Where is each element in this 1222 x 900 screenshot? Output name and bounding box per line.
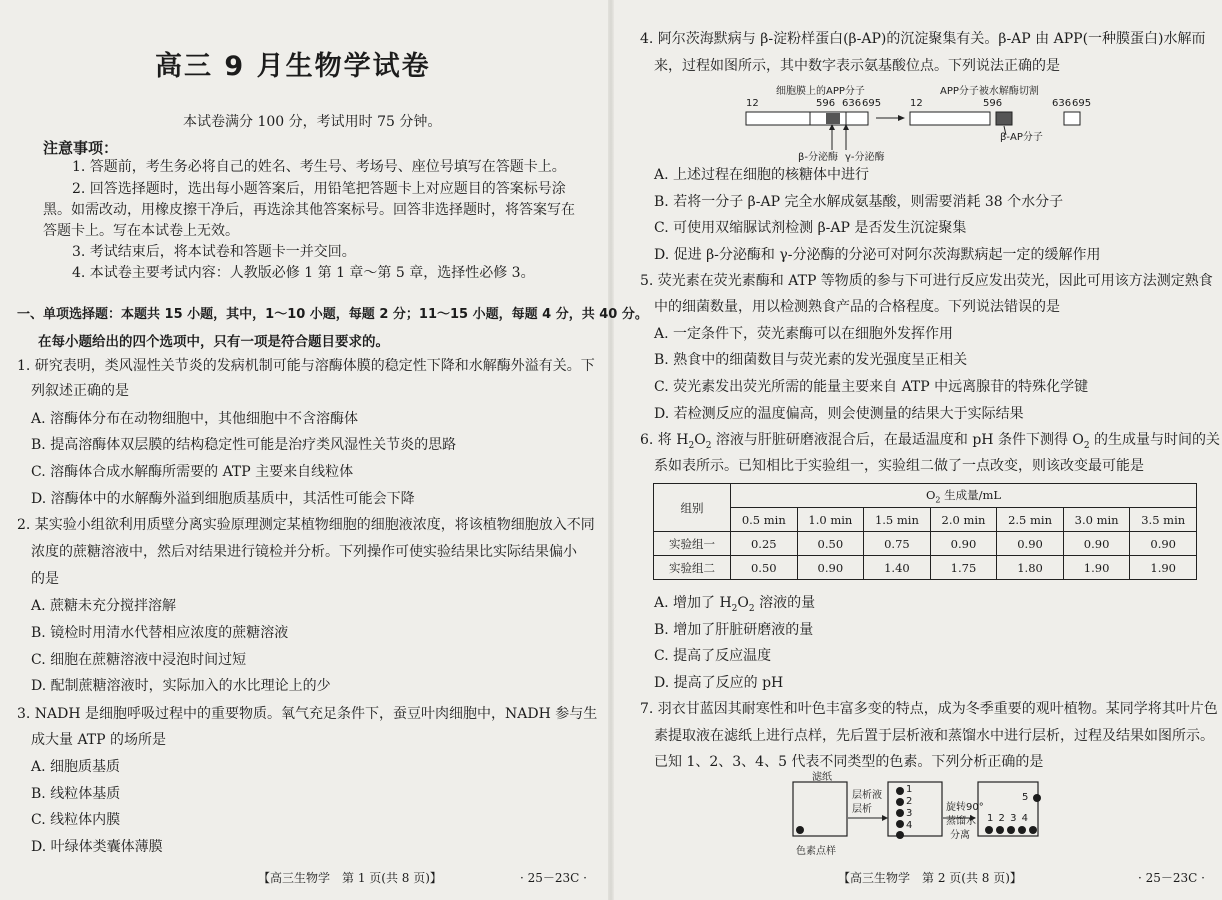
- arrow-head: [882, 815, 888, 821]
- pigment-number: 2: [906, 796, 913, 807]
- step2-label: 蒸馏水: [946, 816, 976, 827]
- table-cell: 0.90: [1130, 532, 1197, 556]
- table-cell: 0.25: [731, 532, 798, 556]
- notice-line: 1. 答题前，考生务必将自己的姓名、考生号、考场号、座位号填写在答题卡上。: [72, 159, 566, 175]
- q6-stem: 系如表所示。已知相比于实验组一，实验组二做了一点改变，则该改变最可能是: [654, 458, 1144, 474]
- table-row: [654, 484, 1197, 508]
- q4-option-c: C. 可使用双缩脲试剂检测 β-AP 是否发生沉淀聚集: [654, 220, 967, 236]
- table-cell: 0.50: [731, 556, 798, 580]
- q7-stem: 素提取液在滤纸上进行点样，先后置于层析液和蒸馏水中进行层析，过程及结果如图所示。: [654, 728, 1214, 744]
- c-fragment: [1064, 112, 1080, 125]
- chromatography-shapes: [790, 780, 1070, 840]
- beta-ap-region: [826, 113, 840, 124]
- site-number: 636: [1052, 98, 1072, 109]
- app-segment: [846, 112, 868, 125]
- q5-stem: 5. 荧光素在荧光素酶和 ATP 等物质的参与下可进行反应发出荧光，因此可用该方法测定熟食: [640, 273, 1213, 289]
- table-row: [654, 556, 1197, 580]
- pigment-dot: [896, 798, 904, 806]
- pigment-dot: [1029, 826, 1037, 834]
- q2-stem: 浓度的蔗糖溶液中，然后对结果进行镜检并分析。下列操作可使实验结果比实际结果偏小: [31, 544, 577, 560]
- filter-paper-label: 滤纸: [812, 772, 832, 783]
- app-diagram-shapes: [740, 108, 1110, 153]
- q5-stem: 中的细菌数量，用以检测熟食产品的合格程度。下列说法错误的是: [654, 299, 1060, 315]
- site-number: 596: [983, 98, 1003, 109]
- sample-label: 色素点样: [796, 846, 836, 857]
- step1-label: 层析液: [852, 790, 882, 801]
- time-header: 1.5 min: [864, 508, 931, 532]
- q6-option-b: B. 增加了肝脏研磨液的量: [654, 622, 814, 638]
- q4-option-a: A. 上述过程在细胞的核糖体中进行: [654, 167, 870, 183]
- pigment-dot: [896, 809, 904, 817]
- pigment-dot: [985, 826, 993, 834]
- q2-option-c: C. 细胞在蔗糖溶液中浸泡时间过短: [31, 652, 247, 668]
- app-segment: [746, 112, 810, 125]
- table-row: [654, 532, 1197, 556]
- q6-option-a: A. 增加了 $H_2O_2$ 溶液的量: [654, 595, 816, 614]
- q5-option-b: B. 熟食中的细菌数目与荧光素的发光强度呈正相关: [654, 352, 968, 368]
- time-header: 2.5 min: [997, 508, 1064, 532]
- pigment-dot: [896, 820, 904, 828]
- exam-title: 高三 9 月生物学试卷: [155, 51, 431, 82]
- q1-option-a: A. 溶酶体分布在动物细胞中，其他细胞中不含溶酶体: [31, 411, 359, 427]
- table-cell: 0.90: [930, 532, 997, 556]
- q3-option-d: D. 叶绿体类囊体薄膜: [31, 839, 163, 855]
- diagram-label-right: APP分子被水解酶切割: [940, 86, 1039, 97]
- q4-stem: 4. 阿尔茨海默病与 β-淀粉样蛋白(β-AP)的沉淀聚集有关。β-AP 由 APP(一种膜蛋白)水解而: [640, 31, 1206, 47]
- page-footer-code: · 25－23C ·: [520, 871, 587, 885]
- page-fold: [608, 0, 614, 900]
- diagram-label-left: 细胞膜上的APP分子: [776, 86, 865, 97]
- q1-option-d: D. 溶酶体中的水解酶外溢到细胞质基质中，其活性可能会下降: [31, 491, 415, 507]
- section-heading: 一、单项选择题：本题共 15 小题，其中，1～10 小题，每题 2 分；11～15 小题，每题 4 分，共 40 分。: [17, 307, 648, 322]
- row-label: 实验组二: [654, 556, 731, 580]
- table-cell: 1.90: [1130, 556, 1197, 580]
- pigment-number: 3: [906, 808, 913, 819]
- site-number: 596: [816, 98, 836, 109]
- q1-option-c: C. 溶酶体合成水解酶所需要的 ATP 主要来自线粒体: [31, 464, 354, 480]
- beta-ap-fragment: [996, 112, 1012, 125]
- table-header: $O_2$ 生成量/mL: [731, 484, 1197, 508]
- q5-option-c: C. 荧光素发出荧光所需的能量主要来自 ATP 中远离腺苷的特殊化学键: [654, 379, 1089, 395]
- q3-stem: 3. NADH 是细胞呼吸过程中的重要物质。氧气充足条件下，蚕豆叶肉细胞中，NADH 参与生: [17, 706, 598, 722]
- page-footer: 【高三生物学 第 2 页(共 8 页)】: [838, 871, 1022, 885]
- step2-label: 旋转90°: [946, 802, 984, 813]
- q7-stem: 已知 1、2、3、4、5 代表不同类型的色素。下列分析正确的是: [654, 754, 1044, 770]
- table-cell: 0.90: [797, 556, 864, 580]
- table-cell: 1.90: [1063, 556, 1130, 580]
- pigment-5-label: 5: [1022, 792, 1029, 803]
- pigment-dot: [896, 787, 904, 795]
- table-cell: 1.75: [930, 556, 997, 580]
- step2-label: 分离: [950, 830, 970, 841]
- notice-line: 答题卡上。写在本试卷上无效。: [43, 223, 239, 239]
- pigment-dot: [1018, 826, 1026, 834]
- q3-option-c: C. 线粒体内膜: [31, 812, 121, 828]
- time-header: 2.0 min: [930, 508, 997, 532]
- q1-option-b: B. 提高溶酶体双层膜的结构稳定性可能是治疗类风湿性关节炎的思路: [31, 437, 457, 453]
- notice-line: 3. 考试结束后，将本试卷和答题卡一并交回。: [72, 244, 356, 260]
- table-cell: 0.90: [997, 532, 1064, 556]
- pigment-dot: [1007, 826, 1015, 834]
- pigment-dot: [996, 826, 1004, 834]
- site-number: 636: [842, 98, 862, 109]
- q4-stem: 来，过程如图所示，其中数字表示氨基酸位点。下列说法正确的是: [654, 58, 1060, 74]
- row-label: 实验组一: [654, 532, 731, 556]
- arrow-head: [898, 115, 905, 121]
- table-cell: 0.90: [1063, 532, 1130, 556]
- n-fragment: [910, 112, 990, 125]
- sample-dot: [796, 826, 804, 834]
- q2-option-d: D. 配制蔗糖溶液时，实际加入的水比理论上的少: [31, 678, 331, 694]
- q2-option-a: A. 蔗糖未充分搅拌溶解: [31, 598, 177, 614]
- q5-option-d: D. 若检测反应的温度偏高，则会使测量的结果大于实际结果: [654, 406, 1024, 422]
- site-number: 12: [746, 98, 759, 109]
- gamma-secretase-label: γ-分泌酶: [845, 152, 885, 163]
- section-heading-note: 在每小题给出的四个选项中，只有一项是符合题目要求的。: [38, 334, 389, 350]
- q5-option-a: A. 一定条件下，荧光素酶可以在细胞外发挥作用: [654, 326, 954, 342]
- q7-stem: 7. 羽衣甘蓝因其耐寒性和叶色丰富多变的特点，成为冬季重要的观叶植物。某同学将其叶片色: [640, 701, 1218, 717]
- pigment-5-dot: [1033, 794, 1041, 802]
- q2-stem: 2. 某实验小组欲利用质壁分离实验原理测定某植物细胞的细胞液浓度，将该植物细胞放入不同: [17, 517, 595, 533]
- site-number: 695: [862, 98, 882, 109]
- pigment-number: 1: [906, 784, 913, 795]
- q2-stem: 的是: [31, 571, 59, 587]
- table-row: [654, 508, 1197, 532]
- product-label: β-AP分子: [1000, 132, 1043, 143]
- q4-option-d: D. 促进 β-分泌酶和 γ-分泌酶的分泌可对阿尔茨海默病起一定的缓解作用: [654, 247, 1101, 263]
- page-footer: 【高三生物学 第 1 页(共 8 页)】: [258, 871, 442, 885]
- pigment-dot: [896, 831, 904, 839]
- time-header: 0.5 min: [731, 508, 798, 532]
- table-cell: 0.75: [864, 532, 931, 556]
- q1-stem: 1. 研究表明，类风湿性关节炎的发病机制可能与溶酶体膜的稳定性下降和水解酶外溢有关。下: [17, 358, 595, 374]
- time-header: 3.0 min: [1063, 508, 1130, 532]
- notice-line: 黑。如需改动，用橡皮擦干净后，再选涂其他答案标号。回答非选择题时，将答案写在: [43, 202, 575, 218]
- table-cell: 0.50: [797, 532, 864, 556]
- q6-option-c: C. 提高了反应温度: [654, 648, 772, 664]
- q6-stem: 6. 将 $H_2O_2$ 溶液与肝脏研磨液混合后，在最适温度和 pH 条件下测得 $O_2$ 的生成量与时间的关: [640, 432, 1221, 451]
- q3-stem: 成大量 ATP 的场所是: [31, 732, 167, 748]
- table-header: 组别: [654, 484, 731, 532]
- table-cell: 1.80: [997, 556, 1064, 580]
- pigment-row-labels: 1 2 3 4: [987, 813, 1029, 824]
- time-header: 1.0 min: [797, 508, 864, 532]
- notice-heading: 注意事项：: [43, 139, 119, 157]
- q1-stem: 列叙述正确的是: [31, 383, 129, 399]
- q2-option-b: B. 镜检时用清水代替相应浓度的蔗糖溶液: [31, 625, 289, 641]
- q4-option-b: B. 若将一分子 β-AP 完全水解成氨基酸，则需要消耗 38 个水分子: [654, 194, 1064, 210]
- pigment-number: 4: [906, 820, 913, 831]
- site-number: 12: [910, 98, 923, 109]
- notice-line: 4. 本试卷主要考试内容：人教版必修 1 第 1 章～第 5 章，选择性必修 3。: [72, 265, 535, 281]
- notice-line: 2. 回答选择题时，选出每小题答案后，用铅笔把答题卡上对应题目的答案标号涂: [72, 181, 566, 197]
- table-cell: 1.40: [864, 556, 931, 580]
- exam-info: 本试卷满分 100 分，考试用时 75 分钟。: [183, 114, 442, 130]
- q6-option-d: D. 提高了反应的 pH: [654, 675, 784, 691]
- q3-option-a: A. 细胞质基质: [31, 759, 121, 775]
- site-number: 695: [1072, 98, 1092, 109]
- beta-secretase-label: β-分泌酶: [798, 152, 838, 163]
- page-footer-code: · 25－23C ·: [1138, 871, 1205, 885]
- time-header: 3.5 min: [1130, 508, 1197, 532]
- q3-option-b: B. 线粒体基质: [31, 786, 121, 802]
- o2-table: [653, 483, 1197, 580]
- step1-label: 层析: [852, 804, 872, 815]
